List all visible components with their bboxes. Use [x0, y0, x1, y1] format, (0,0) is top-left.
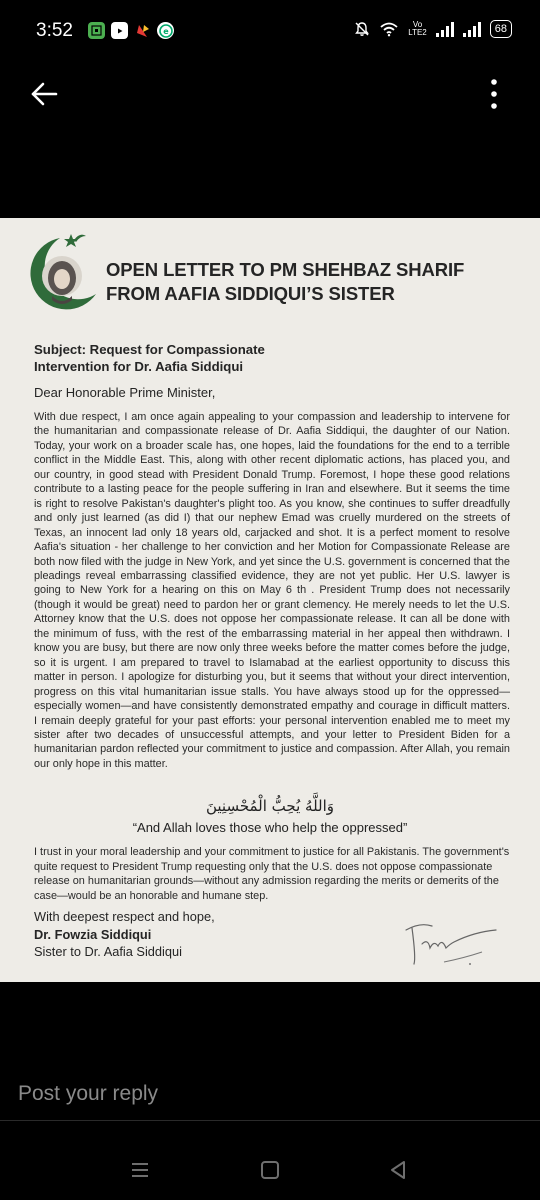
subject-line-2: Intervention for Dr. Aafia Siddiqui — [34, 359, 244, 374]
arrow-left-icon — [30, 82, 58, 106]
system-status — [354, 20, 512, 38]
letter-body: With due respect, I am once again appealing to your compassion and leadership to intervene for the humanitarian and compassionate release of Dr. Aafia Siddiqui, the daughter of our Nation. Today, your work on a broader scale has, one hopes, laid the foundations for the end to a terrible conflict in the Middle East. This, along with other recent diplomatic actions, has placed you, and our country, in good stead with President Donald Trump. Foremost, I hope these good relations contribute to a lasting peace for the people suffering in Iran and elsewhere. But it seems the time is right to resolve Pakistan's daughter's plight too. As you know, she continues to suffer dreadfully and only just learned (as did I) that our nephew Emad was cruelly murdered on the streets of Texas, an innocent lad only 18 years old, carjacked and shot. It is a perfect moment to resolve Aafia's situation - her challenge to her conviction and her Motion for Compassionate Release are both now filed with the judge in New York, and yet since the U.S. government is concerned that the pleadings reveal embarrassing classified evidence, they are not yet public. Her U.S. lawyer is going to New York for a hearing on this on May 6 th . President Trump does not necessarily (though it would be great) need to pardon her or grant clemency. He merely needs to let the U.S. Attorney know that the U.S. does not oppose her compassionate release. It can all be done with the minimum of fuss, with the rest of the embarrassing material in her appeal then withdrawn. I know you are busy, but there are now only three weeks before the matter comes before the judge, so it is urgent. I am prepared to travel to Islamabad at the earliest opportunity to discuss this matter in person. I apologize for disturbing you, but it seems that without your direct intervention, progress on this vital humanitarian issue stalls. You have always stood up for the oppressed—especially women—and have consistently demonstrated empathy and courage in difficult matters. I remain deeply grateful for your past efforts: your personal intervention enabled me to meet my sister after two decades of unsuccessful attempts, and your letter to President Biden for a humanitarian pardon reflected your commitment to justice and compassion. After Allah, you remain our only hope in this matter. — [34, 411, 510, 770]
mute-bell-icon — [354, 21, 370, 37]
home-button[interactable] — [256, 1158, 284, 1182]
arabic-verse: وَاللَّهُ يُحِبُّ الْمُحْسِنِينَ — [205, 797, 335, 815]
back-button[interactable] — [22, 72, 66, 116]
signal-strength-icon-2 — [463, 21, 481, 37]
reply-input[interactable] — [18, 1082, 518, 1106]
home-square-icon — [260, 1160, 280, 1180]
signal-strength-icon-1 — [436, 21, 454, 37]
recents-icon — [130, 1161, 150, 1179]
wifi-icon — [379, 21, 399, 37]
star-app-icon — [134, 22, 151, 39]
volte-bottom: LTE2 — [408, 28, 427, 37]
volte-top: Vo — [412, 20, 423, 29]
back-triangle-icon — [388, 1160, 408, 1180]
signer-title: Sister to Dr. Aafia Siddiqui — [34, 944, 182, 959]
letter-salutation: Dear Honorable Prime Minister, — [34, 385, 216, 400]
headline-line-2: FROM AAFIA SIDDIQUI’S SISTER — [106, 283, 395, 304]
letter-signoff — [34, 908, 215, 961]
subject-line-1: Subject: Request for Compassionate — [34, 342, 265, 357]
svg-text:e: e — [162, 26, 169, 36]
letter-subject — [34, 341, 514, 375]
signer-name: Dr. Fowzia Siddiqui — [34, 926, 152, 942]
letter-headline — [106, 258, 526, 306]
volte-label — [408, 21, 427, 37]
status-time: 3:52 — [36, 20, 73, 41]
letter-image[interactable] — [0, 218, 540, 982]
system-back-button[interactable] — [384, 1158, 412, 1182]
status-bar — [0, 0, 540, 64]
battery-indicator: 68 — [490, 20, 512, 38]
crescent-portrait-logo — [16, 228, 100, 318]
reply-divider — [0, 1120, 540, 1121]
system-navigation-bar — [0, 1140, 540, 1200]
top-app-bar — [0, 64, 540, 124]
reply-composer — [0, 1072, 540, 1120]
headline-line-1: OPEN LETTER TO PM SHEHBAZ SHARIF — [106, 259, 465, 280]
verse-translation: “And Allah loves those who help the oppressed” — [132, 820, 408, 835]
e-app-icon — [157, 22, 174, 39]
letter-closing-paragraph: I trust in your moral leadership and your commitment to justice for all Pakistanis. The government's quite request to President Trump requesting only that the U.S. does not oppose compassionate release on humanitarian grounds—without any admission regarding the merits or demerits of the case—would be an honorable and humane step. — [34, 846, 510, 902]
sim-app-icon — [88, 22, 105, 39]
notification-icons — [88, 22, 174, 39]
more-vertical-icon — [491, 79, 497, 109]
recents-button[interactable] — [126, 1158, 154, 1182]
more-options-button[interactable] — [474, 72, 514, 116]
youtube-icon — [111, 22, 128, 39]
handwritten-signature — [404, 918, 504, 968]
signoff-line: With deepest respect and hope, — [34, 909, 215, 924]
